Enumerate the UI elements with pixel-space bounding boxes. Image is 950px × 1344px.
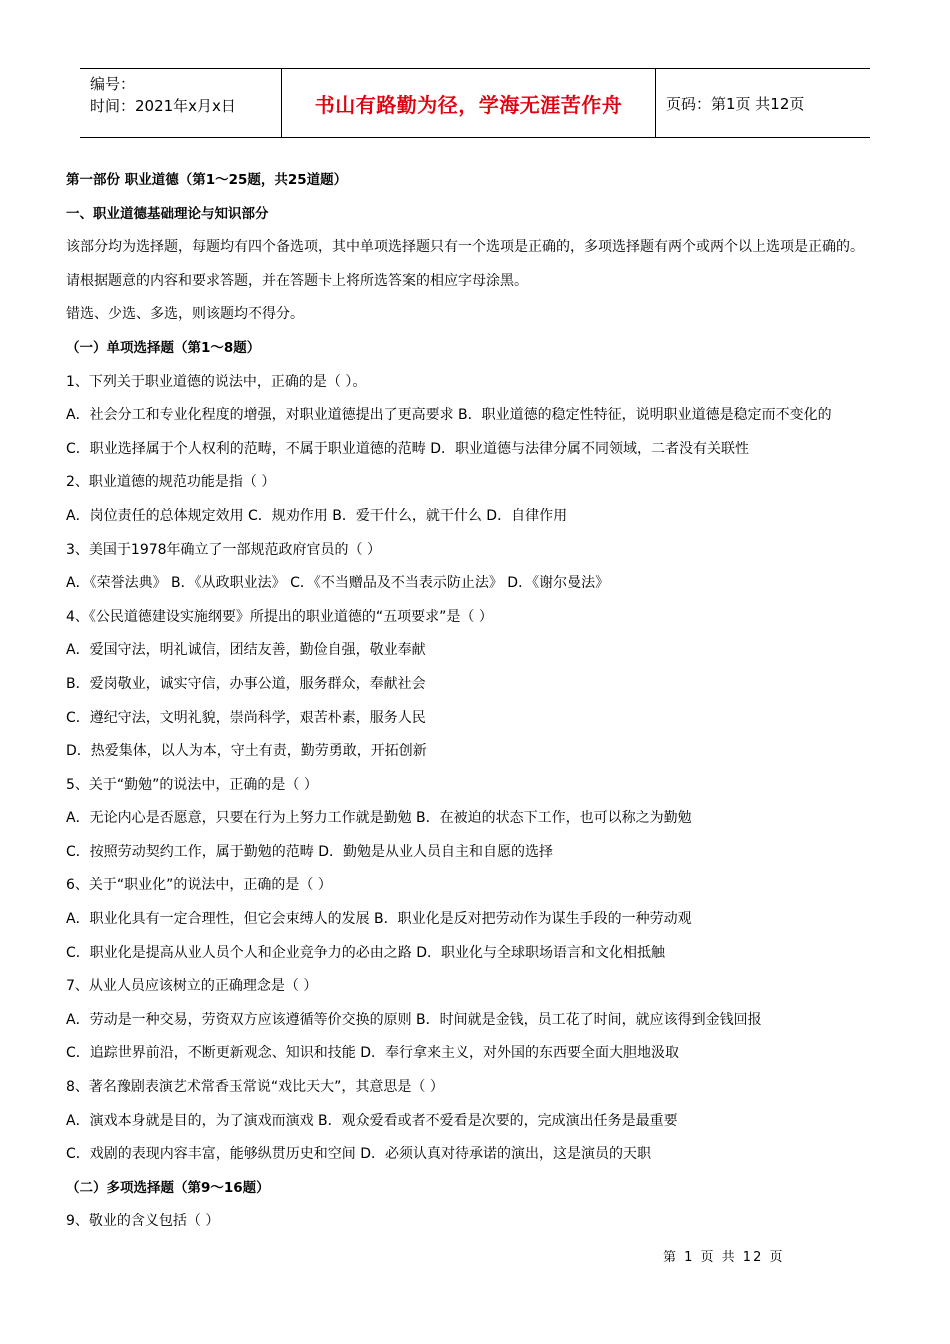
text-line: 5、关于“勤勉”的说法中，正确的是（ ）: [66, 776, 318, 793]
text-line: A．爱国守法，明礼诚信，团结友善，勤俭自强，敬业奉献: [66, 642, 426, 659]
section-heading: 一、职业道德基础理论与知识部分: [66, 205, 269, 222]
header-page-number: 页码：第1页 共12页: [666, 94, 805, 113]
text-line: C．职业化是提高从业人员个人和企业竞争力的必由之路 D．职业化与全球职场语言和文化相抵触: [66, 944, 666, 961]
text-line: A．劳动是一种交易，劳资双方应该遵循等价交换的原则 B．时间就是金钱，员工花了时间，就应该得到金钱回报: [66, 1011, 762, 1028]
text-line: A．演戏本身就是目的，为了演戏而演戏 B．观众爱看或者不爱看是次要的，完成演出任务是最重要: [66, 1112, 678, 1129]
text-line: 1、下列关于职业道德的说法中，正确的是（ ）。: [66, 373, 367, 390]
text-line: 2、职业道德的规范功能是指（ ）: [66, 474, 276, 491]
text-line: A．岗位责任的总体规定效用 C．规劝作用 B．爱干什么，就干什么 D．自律作用: [66, 507, 568, 524]
section-heading: （二）多项选择题（第9～16题）: [66, 1179, 270, 1196]
text-line: A．《荣誉法典》 B．《从政职业法》 C．《不当赠品及不当表示防止法》 D．《谢尔曼法》: [66, 575, 610, 592]
header-meta-cell: [80, 69, 282, 137]
text-line: 7、从业人员应该树立的正确理念是（ ）: [66, 978, 318, 995]
text-line: C．按照劳动契约工作，属于勤勉的范畴 D．勤勉是从业人员自主和自愿的选择: [66, 843, 554, 860]
document-number-label: 编号：: [90, 75, 136, 93]
text-line: A．无论内心是否愿意，只要在行为上努力工作就是勤勉 B．在被迫的状态下工作，也可以称之为勤勉: [66, 810, 692, 827]
text-line: 3、美国于1978年确立了一部规范政府官员的（ ）: [66, 541, 381, 558]
text-line: D．热爱集体，以人为本，守土有责，勤劳勇敢，开拓创新: [66, 743, 427, 760]
text-line: 9、敬业的含义包括（ ）: [66, 1213, 220, 1230]
text-line: A．职业化具有一定合理性，但它会束缚人的发展 B．职业化是反对把劳动作为谋生手段的一种劳动观: [66, 911, 692, 928]
text-line: 4、《公民道德建设实施纲要》所提出的职业道德的“五项要求”是（ ）: [66, 608, 493, 625]
text-line: 请根据题意的内容和要求答题，并在答题卡上将所选答案的相应字母涂黑。: [66, 272, 528, 289]
header-table: [80, 68, 870, 138]
text-line: A．社会分工和专业化程度的增强，对职业道德提出了更高要求 B．职业道德的稳定性特征，说明职业道德是稳定而不变化的: [66, 407, 832, 424]
header-page-cell: [656, 69, 870, 137]
text-line: 6、关于“职业化”的说法中，正确的是（ ）: [66, 877, 332, 894]
text-line: C．职业选择属于个人权利的范畴，不属于职业道德的范畴 D．职业道德与法律分属不同领域，二者没有关联性: [66, 440, 750, 457]
document-body: [66, 168, 896, 1243]
text-line: B．爱岗敬业，诚实守信，办事公道，服务群众，奉献社会: [66, 675, 426, 692]
header-motto: 书山有路勤为径，学海无涯苦作舟: [314, 92, 623, 117]
text-line: 8、著名豫剧表演艺术常香玉常说“戏比天大”，其意思是（ ）: [66, 1079, 444, 1096]
text-line: 错选、少选、多选，则该题均不得分。: [66, 306, 304, 323]
section-heading: （一）单项选择题（第1～8题）: [66, 339, 261, 356]
text-line: 该部分均为选择题，每题均有四个备选项，其中单项选择题只有一个选项是正确的，多项选择题有两个或两个以上选项是正确的。: [66, 239, 864, 256]
text-line: C．戏剧的表现内容丰富，能够纵贯历史和空间 D．必须认真对待承诺的演出，这是演员的天职: [66, 1146, 652, 1163]
page-footer: 第 1 页 共 12 页: [663, 1250, 785, 1265]
header-motto-cell: [282, 69, 656, 137]
document-date-label: 时间：2021年x月x日: [90, 97, 236, 115]
text-line: C．遵纪守法，文明礼貌，崇尚科学，艰苦朴素，服务人民: [66, 709, 426, 726]
section-heading: 第一部份 职业道德（第1～25题，共25道题）: [66, 172, 348, 188]
text-line: C．追踪世界前沿，不断更新观念、知识和技能 D．奉行拿来主义，对外国的东西要全面大胆地汲取: [66, 1045, 680, 1062]
